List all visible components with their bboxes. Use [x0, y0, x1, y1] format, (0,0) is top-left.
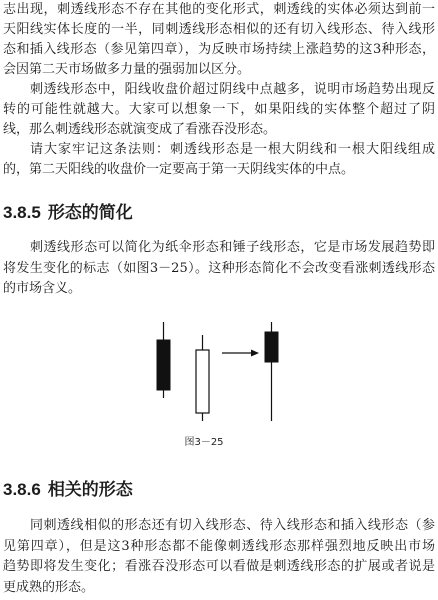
section-title: 形态的简化 — [47, 203, 133, 223]
arrow-right-icon — [222, 350, 259, 357]
text-line: 转的可能性就越大。大家可以想象一下，如果阳线的实体整个超过了阴 — [3, 102, 435, 117]
candle-body — [157, 340, 170, 390]
section-number: 3.8.6 — [3, 480, 41, 499]
text-line: 的，第二天阳线的收盘价一定要高于第一天阴线实体的中点。 — [3, 162, 355, 177]
text-line: 志出现，刺透线形态不存在其他的变化形式，刺透线的实体必须达到前一 — [3, 2, 435, 17]
candle-body — [265, 332, 278, 362]
section-heading-385 — [3, 200, 435, 226]
text-line: 刺透线形态可以简化为纸伞形态和锤子线形态，它是市场发展趋势即 — [30, 240, 435, 255]
text-line: 更成熟的形态。 — [3, 579, 95, 595]
text-line: 天阳线实体长度的一半，同刺透线形态相似的还有切入线形态、待入线形 — [3, 22, 435, 37]
text-line: 的市场含义。 — [3, 281, 82, 296]
text-line: 将发生变化的标志（如图3－25）。这种形态简化不会改变看涨刺透线形态 — [3, 260, 435, 276]
candlestick-figure — [0, 312, 438, 428]
text-line: 请大家牢记这条法则：刺透线形态是一根大阴线和一根大阳线组成 — [30, 142, 435, 157]
hammer-candle — [265, 322, 278, 421]
paragraph-intro-3 — [3, 140, 435, 180]
text-line: 态和插入线形态（参见第四章），为反映市场持续上涨趋势的这3种形态， — [3, 42, 435, 57]
section-heading-386 — [3, 477, 435, 503]
figure-caption: 图3－25 — [184, 437, 224, 448]
text-line: 见第四章），但是这3种形态都不能像刺透线形态那样强烈地反映出市场 — [3, 538, 435, 554]
bullish-candle — [196, 335, 209, 421]
text-line: 会因第二天市场做多力量的强弱加以区分。 — [3, 62, 251, 77]
paragraph-section-386 — [3, 516, 435, 598]
text-line: 刺透线形态中，阳线收盘价超过阴线中点越多，说明市场趋势出现反 — [30, 82, 435, 97]
candle-body — [196, 350, 209, 413]
text-line: 线，那么刺透线形态就演变成了看涨吞没形态。 — [3, 122, 277, 137]
paragraph-section-385 — [3, 238, 435, 300]
paragraph-intro-2 — [3, 80, 435, 140]
section-number: 3.8.5 — [3, 203, 41, 222]
paragraph-intro-1 — [3, 0, 435, 80]
section-title: 相关的形态 — [47, 480, 133, 500]
text-line: 同刺透线相似的形态还有切入线形态、待入线形态和插入线形态（参 — [30, 518, 435, 533]
text-line: 趋势即将发生变化；看涨吞没形态可以看做是刺透线形态的扩展或者说是 — [3, 559, 435, 574]
bearish-candle — [157, 322, 170, 398]
